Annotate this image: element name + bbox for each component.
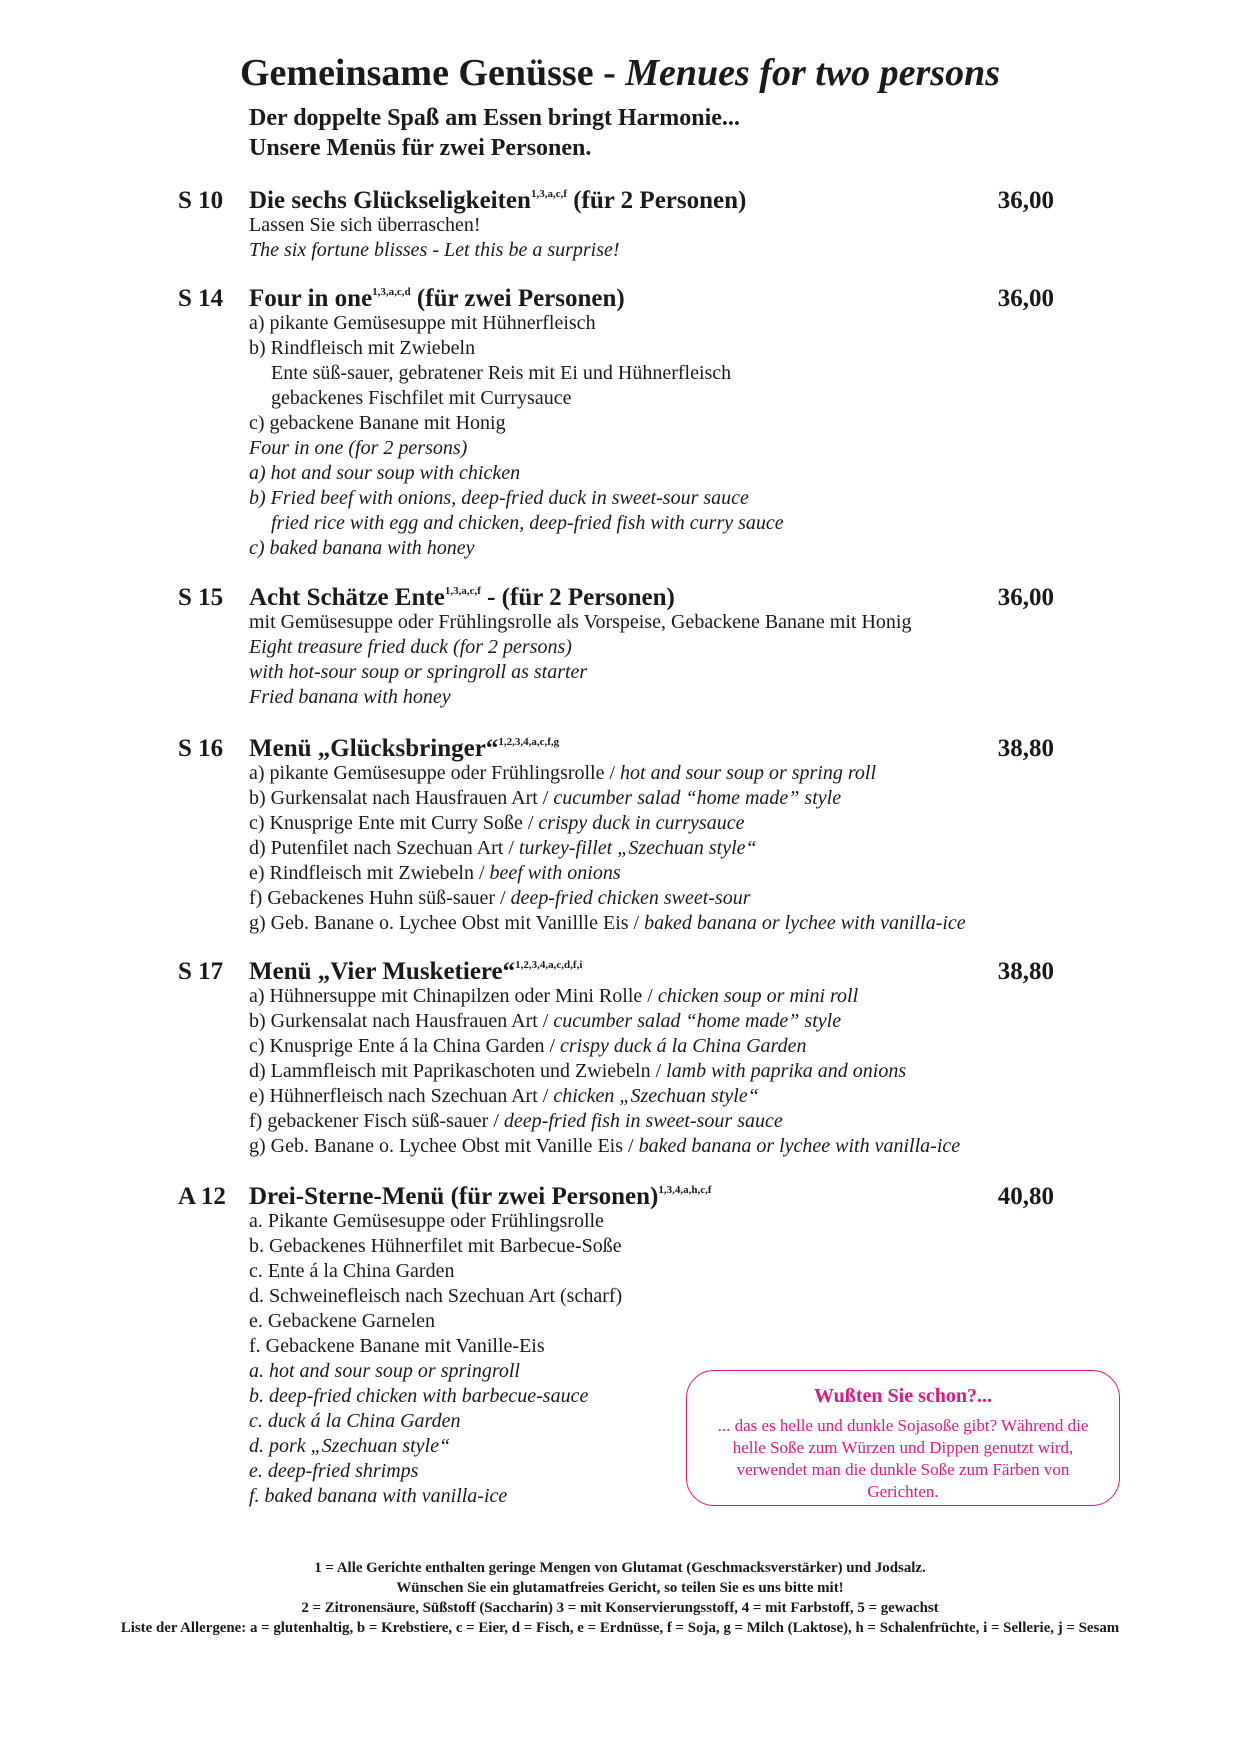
- item-description: [249, 761, 966, 936]
- description-line: c) gebackene Banane mit Honig: [249, 412, 506, 434]
- description-line: b) Fried beef with onions, deep-fried duck in sweet-sour sauce: [249, 487, 749, 509]
- item-name-text: Drei-Sterne-Menü (für zwei Personen): [249, 1183, 659, 1210]
- item-code: S 17: [178, 958, 224, 985]
- line-en: cucumber salad “home made” style: [553, 787, 842, 809]
- line-en: deep-fried chicken sweet-sour: [510, 887, 751, 909]
- allergen-codes: 1,3,4,a,h,c,f: [658, 1184, 712, 1196]
- description-line: [249, 761, 966, 786]
- description-line: The six fortune blisses - Let this be a surprise!: [249, 239, 620, 261]
- line-en: deep-fried fish in sweet-sour sauce: [503, 1110, 783, 1132]
- item-name-suffix: (für zwei Personen): [410, 285, 625, 312]
- line-de: a) pikante Gemüsesuppe oder Frühlingsrolle /: [249, 762, 621, 784]
- description-line: a) hot and sour soup with chicken: [249, 462, 521, 484]
- description-line: d. Schweinefleisch nach Szechuan Art (scharf): [249, 1285, 623, 1307]
- line-de: e) Hühnerfleisch nach Szechuan Art /: [249, 1085, 554, 1107]
- item-name-text: Menü „Glücksbringer“: [249, 735, 499, 762]
- item-code: S 10: [178, 187, 224, 214]
- allergen-codes: 1,3,a,c,f: [530, 188, 567, 200]
- line-de: e) Rindfleisch mit Zwiebeln /: [249, 862, 490, 884]
- footnote-line: Wünschen Sie ein glutamatfreies Gericht, so teilen Sie es uns bitte mit!: [396, 1580, 844, 1596]
- item-price: 36,00: [997, 285, 1054, 312]
- footnote-line: 2 = Zitronensäure, Süßstoff (Saccharin) 3 = mit Konservierungsstoff, 4 = mit Farbstoff, 5 = gewachst: [301, 1600, 939, 1616]
- allergen-codes: 1,2,3,4,a,c,d,f,i: [515, 959, 583, 971]
- description-line: [249, 1009, 960, 1034]
- item-name-suffix: - (für 2 Personen): [480, 584, 675, 611]
- item-description: [249, 311, 784, 561]
- description-line: mit Gemüsesuppe oder Frühlingsrolle als Vorspeise, Gebackene Banane mit Honig: [249, 611, 912, 633]
- description-line: Ente süß-sauer, gebratener Reis mit Ei und Hühnerfleisch: [271, 362, 732, 384]
- description-line: a. hot and sour soup or springroll: [249, 1360, 520, 1382]
- line-de: d) Putenfilet nach Szechuan Art /: [249, 837, 519, 859]
- line-de: b) Gurkensalat nach Hausfrauen Art /: [249, 1010, 554, 1032]
- description-line: [249, 1084, 960, 1109]
- description-line: [249, 1134, 960, 1159]
- item-description: [249, 610, 911, 710]
- line-de: c) Knusprige Ente á la China Garden /: [249, 1035, 561, 1057]
- description-line: Eight treasure fried duck (for 2 persons): [249, 636, 572, 658]
- description-line: e. Gebackene Garnelen: [249, 1310, 435, 1332]
- description-line: [249, 911, 966, 936]
- item-price: 40,80: [997, 1183, 1054, 1210]
- allergen-codes: 1,3,a,c,f: [444, 585, 481, 597]
- description-line: [249, 1059, 960, 1084]
- footnote-line: Liste der Allergene: a = glutenhaltig, b = Krebstiere, c = Eier, d = Fisch, e = Erdnüsse, f = Soja, g = Milch (Laktose), h = Schalenfrüchte, i = Sellerie, j = Sesam: [120, 1620, 1120, 1636]
- line-en: hot and sour soup or spring roll: [620, 762, 876, 784]
- description-line: [249, 1109, 960, 1134]
- allergen-codes: 1,3,a,c,d: [372, 286, 411, 298]
- item-name: [249, 186, 746, 216]
- description-line: c. duck á la China Garden: [249, 1410, 461, 1432]
- footnote-line: 1 = Alle Gerichte enthalten geringe Mengen von Glutamat (Geschmacksverstärker) und Jodsalz.: [314, 1560, 926, 1576]
- info-box-title: Wußten Sie schon?...: [813, 1385, 992, 1407]
- page-title: [0, 48, 1240, 98]
- description-line: gebackenes Fischfilet mit Currysauce: [271, 387, 572, 409]
- item-name: [249, 957, 582, 987]
- description-line: b) Rindfleisch mit Zwiebeln: [249, 337, 476, 359]
- item-name: [249, 734, 559, 764]
- description-line: [249, 1034, 960, 1059]
- description-line: c. Ente á la China Garden: [249, 1260, 455, 1282]
- description-line: a. Pikante Gemüsesuppe oder Frühlingsrolle: [249, 1210, 604, 1232]
- line-en: turkey-fillet „Szechuan style“: [518, 837, 757, 859]
- item-name: [249, 284, 625, 314]
- description-line: [249, 786, 966, 811]
- line-de: f) gebackener Fisch süß-sauer /: [249, 1110, 504, 1132]
- item-code: S 14: [178, 285, 224, 312]
- description-line: Fried banana with honey: [249, 686, 451, 708]
- line-de: f) Gebackenes Huhn süß-sauer /: [249, 887, 511, 909]
- description-line: fried rice with egg and chicken, deep-fried fish with curry sauce: [271, 512, 784, 534]
- description-line: b. Gebackenes Hühnerfilet mit Barbecue-Soße: [249, 1235, 622, 1257]
- item-description: [249, 1209, 622, 1509]
- description-line: Four in one (for 2 persons): [249, 437, 468, 459]
- item-name-text: Acht Schätze Ente: [249, 584, 445, 611]
- description-line: d. pork „Szechuan style“: [249, 1435, 451, 1457]
- description-line: Lassen Sie sich überraschen!: [249, 214, 481, 236]
- description-line: [249, 861, 966, 886]
- intro-line: Unsere Menüs für zwei Personen.: [249, 135, 592, 161]
- item-name-text: Four in one: [249, 285, 373, 312]
- item-code: A 12: [178, 1183, 226, 1210]
- info-box-text: ... das es helle und dunkle Sojasoße gibt? Während die helle Soße zum Würzen und Dippen genutzt wird, verwendet man die dunkle Soße zum Färben von Gerichten.: [717, 1416, 1089, 1501]
- item-name-suffix: (für 2 Personen): [566, 187, 747, 214]
- line-en: crispy duck in currysauce: [538, 812, 745, 834]
- item-description: [249, 213, 620, 263]
- footnotes: [0, 1558, 1240, 1638]
- item-name-text: Die sechs Glückseligkeiten: [249, 187, 531, 214]
- line-de: b) Gurkensalat nach Hausfrauen Art /: [249, 787, 554, 809]
- description-line: e. deep-fried shrimps: [249, 1460, 419, 1482]
- line-en: lamb with paprika and onions: [666, 1060, 907, 1082]
- line-en: cucumber salad “home made” style: [553, 1010, 842, 1032]
- description-line: f. Gebackene Banane mit Vanille-Eis: [249, 1335, 545, 1357]
- item-description: [249, 984, 960, 1159]
- item-price: 36,00: [997, 187, 1054, 214]
- description-line: [249, 984, 960, 1009]
- item-name: [249, 1182, 712, 1212]
- item-code: S 15: [178, 584, 224, 611]
- description-line: f. baked banana with vanilla-ice: [249, 1485, 508, 1507]
- line-de: g) Geb. Banane o. Lychee Obst mit Vanille Eis /: [249, 1135, 639, 1157]
- intro-line: Der doppelte Spaß am Essen bringt Harmonie...: [249, 105, 740, 131]
- description-line: with hot-sour soup or springroll as starter: [249, 661, 588, 683]
- description-line: b. deep-fried chicken with barbecue-sauce: [249, 1385, 589, 1407]
- line-en: chicken soup or mini roll: [657, 985, 859, 1007]
- line-de: a) Hühnersuppe mit Chinapilzen oder Mini Rolle /: [249, 985, 658, 1007]
- line-en: beef with onions: [489, 862, 621, 884]
- description-line: a) pikante Gemüsesuppe mit Hühnerfleisch: [249, 312, 596, 334]
- item-price: 38,80: [997, 958, 1054, 985]
- item-price: 36,00: [997, 584, 1054, 611]
- item-name: [249, 583, 675, 613]
- line-en: chicken „Szechuan style“: [553, 1085, 759, 1107]
- line-de: d) Lammfleisch mit Paprikaschoten und Zwiebeln /: [249, 1060, 667, 1082]
- line-en: baked banana or lychee with vanilla-ice: [638, 1135, 961, 1157]
- info-box: [686, 1370, 1120, 1506]
- page-title-en: Menues for two persons: [625, 52, 1001, 94]
- page-title-de: Gemeinsame Genüsse -: [239, 52, 626, 94]
- item-code: S 16: [178, 735, 224, 762]
- item-price: 38,80: [997, 735, 1054, 762]
- description-line: [249, 836, 966, 861]
- intro: [249, 103, 740, 163]
- description-line: [249, 886, 966, 911]
- line-de: c) Knusprige Ente mit Curry Soße /: [249, 812, 539, 834]
- line-en: baked banana or lychee with vanilla-ice: [644, 912, 966, 934]
- description-line: c) baked banana with honey: [249, 537, 475, 559]
- line-en: crispy duck á la China Garden: [560, 1035, 807, 1057]
- item-name-text: Menü „Vier Musketiere“: [249, 958, 516, 985]
- description-line: [249, 811, 966, 836]
- allergen-codes: 1,2,3,4,a,c,f,g: [498, 736, 560, 748]
- line-de: g) Geb. Banane o. Lychee Obst mit Vanillle Eis /: [249, 912, 645, 934]
